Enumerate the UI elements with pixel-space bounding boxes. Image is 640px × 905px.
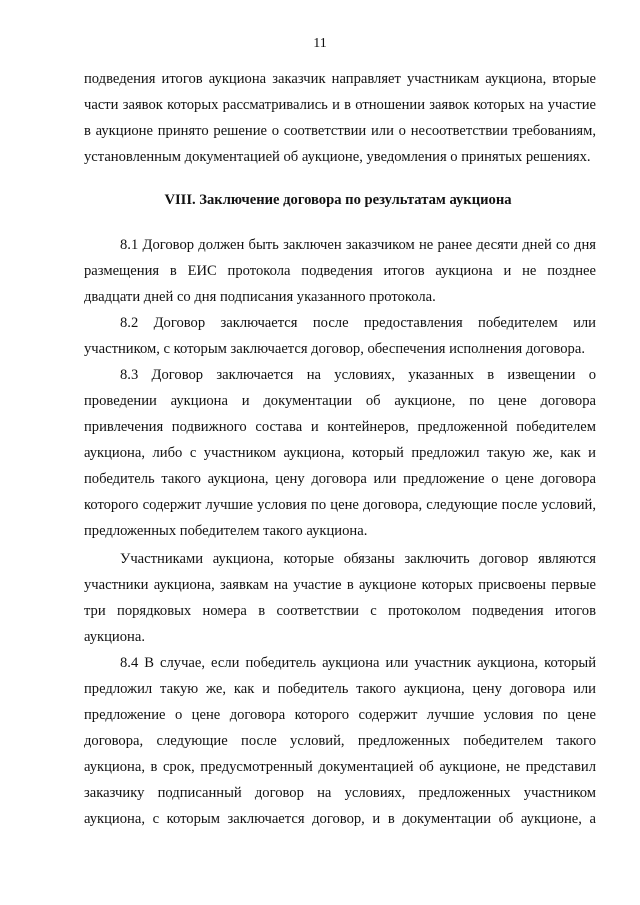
- text-line: Участниками аукциона, которые обязаны заключить договор являются: [120, 551, 596, 567]
- text-line: три порядковых номера в соответствии с протоколом подведения итогов: [84, 603, 596, 619]
- text-line: предложение о цене договора которого содержит лучшие условия по цене: [84, 707, 596, 723]
- text-line: проведении аукциона и документации об аукционе, по цене договора: [84, 393, 596, 409]
- paragraph-8-2: [84, 310, 596, 362]
- text-line: аукциона, в срок, предусмотренный документацией об аукционе, не представил: [84, 759, 596, 775]
- text-line: аукциона, либо с участником аукциона, который предложил такую же, как и: [84, 445, 596, 461]
- text-line: аукциона.: [84, 629, 145, 645]
- text-line: 8.3 Договор заключается на условиях, указанных в извещении о: [120, 367, 596, 383]
- text-line: 8.4 В случае, если победитель аукциона или участник аукциона, который: [120, 655, 596, 671]
- text-line: части заявок которых рассматривались и в отношении заявок которых на участие: [84, 97, 596, 113]
- text-line: 8.2 Договор заключается после предоставления победителем или: [120, 315, 596, 331]
- text-line: которого содержит лучшие условия по цене договора, следующие после условий,: [84, 497, 596, 513]
- paragraph-8-3: [84, 362, 596, 544]
- text-line: договора, следующие после условий, предложенных победителем такого: [84, 733, 596, 749]
- page-number: 11: [313, 36, 327, 51]
- text-line: участники аукциона, заявкам на участие в аукционе которых присвоены первые: [84, 577, 596, 593]
- text-line: двадцати дней со дня подписания указанного протокола.: [84, 289, 436, 305]
- paragraph-participants: [84, 546, 596, 650]
- text-line: 8.1 Договор должен быть заключен заказчиком не ранее десяти дней со дня: [120, 237, 596, 253]
- text-line: заказчику подписанный договор на условиях, предложенных участником: [84, 785, 596, 801]
- text-line: в аукционе принято решение о соответствии или о несоответствии требованиям,: [84, 123, 596, 139]
- section-heading: VIII. Заключение договора по результатам аукциона: [164, 192, 512, 208]
- text-line: привлечения подвижного состава и контейнеров, предложенной победителем: [84, 419, 596, 435]
- text-line: размещения в ЕИС протокола подведения итогов аукциона и не позднее: [84, 263, 596, 279]
- text-line: подведения итогов аукциона заказчик направляет участникам аукциона, вторые: [84, 71, 596, 87]
- intro-paragraph: [84, 66, 596, 170]
- text-line: предложил такую же, как и победитель такого аукциона, цену договора или: [84, 681, 596, 697]
- text-line: участником, с которым заключается договор, обеспечения исполнения договора.: [84, 341, 585, 357]
- text-line: победитель такого аукциона, цену договора или предложение о цене договора: [84, 471, 596, 487]
- paragraph-8-1: [84, 232, 596, 310]
- text-line: аукциона, с которым заключается договор, и в документации об аукционе, а: [84, 811, 596, 827]
- paragraph-8-4: [84, 650, 596, 832]
- text-line: установленным документацией об аукционе, уведомления о принятых решениях.: [84, 149, 591, 165]
- text-line: предложенных победителем такого аукциона.: [84, 523, 368, 539]
